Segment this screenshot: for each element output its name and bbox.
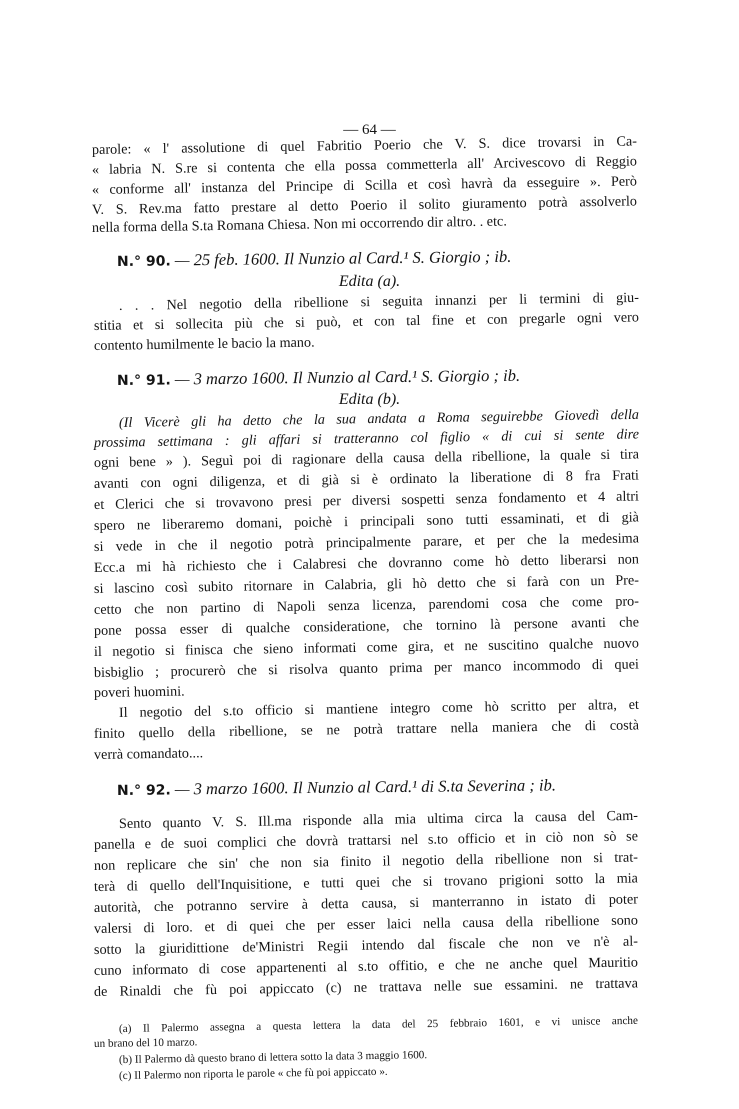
text-line: poveri huomini. — [93, 683, 185, 701]
footnote: un brano del 10 marzo. — [93, 1036, 198, 1050]
text-line: Ecc.a mi hà richiesto che i Calabresi che dovranno come hò detto liberarsi non — [93, 551, 640, 576]
text-line: si vede in che il negotio potrà principalmente parare, et per che la medesima — [93, 530, 640, 555]
text-line: de Rinaldi che fù poi appiccato (c) ne trattava nelle sue essamini. ne trattava — [93, 975, 639, 1000]
text-line: Il negotio del s.to officio si mantiene integro come hò scritto per altra, et — [118, 696, 640, 721]
text-line: nella forma della S.ta Romana Chiesa. Non mi occorrendo dir altro. . etc. — [91, 213, 507, 236]
text-line: finito quello della ribellione, se ne potrà trattare nella maniera che di costà — [93, 717, 640, 742]
entry-heading — [117, 366, 520, 390]
text-line: avanti con ogni diligenza, et di già si è ordinato la liberatione di 8 fra Frati — [93, 467, 640, 492]
text-line: . . . Nel negotio della ribellione si seguita innanzi per li termini di giu- — [118, 289, 640, 314]
entry-heading — [117, 247, 512, 271]
text-line: valersi di loro. et di quei che per esser laici nella causa della ribellione sono — [93, 912, 639, 937]
text-line: spero ne liberaremo domani, poichè i principali sono tutti essaminati, et di già — [93, 509, 640, 534]
entry-heading — [117, 775, 556, 800]
page-number: — 64 — — [343, 122, 396, 138]
text-line: panella e de suoi complici che dovrà trattarsi nel s.to officio et in ciò non sò se — [93, 828, 639, 853]
text-line: pone possa esser di qualche consideratione, che tornino là persone avanti che — [93, 614, 640, 639]
text-line: verrà comandato.... — [93, 745, 204, 763]
entry-title: — 3 marzo 1600. Il Nunzio al Card.¹ di S.ta Severina ; ib. — [170, 775, 557, 799]
text-line: et Clerici che si trovavono presi per diversi sospetti senza fondamento et 4 altri — [93, 488, 640, 513]
text-line: « conforme all' instanza del Principe di Scilla et così havrà da esseguire ». Però — [91, 173, 638, 198]
text-line: autorità, che potranno servire à detta causa, si manterranno in istato di poter — [93, 891, 639, 916]
text-line: bisbiglio ; procurerò che si risolva quanto prima per manco incommodo di quei — [93, 656, 640, 681]
entry-title: — 25 feb. 1600. Il Nunzio al Card.¹ S. Giorgio ; ib. — [170, 246, 512, 270]
text-line: Sento quanto V. S. Ill.ma risponde alla mia ultima circa la causa del Cam- — [118, 807, 639, 832]
footnote: (b) Il Palermo dà questo brano di lettera sotto la data 3 maggio 1600. — [118, 1049, 428, 1066]
text-line: stitia et si sollecita più che si può, et con tal fine et con pregarle ogni vero — [93, 309, 640, 334]
text-line: parole: « l' assolutione di quel Fabritio Poerio che V. S. dice trovarsi in Ca- — [91, 133, 638, 158]
text-line: cetto che non partino di Napoli senza licenza, parendomi cosa che come pro- — [93, 593, 640, 618]
text-line: sotto la giuridittione de'Ministri Regii intendo dal fiscale che non ve n'è al- — [93, 933, 639, 958]
text-line: V. S. Rev.ma fatto prestare al detto Poerio il solito giuramento potrà assolverlo — [91, 193, 638, 218]
entry-title: — 3 marzo 1600. Il Nunzio al Card.¹ S. Giorgio ; ib. — [170, 365, 521, 389]
text-line: ogni bene » ). Seguì poi di ragionare della causa della ribellione, la quale si tira — [93, 446, 640, 471]
entry-number: N.° 91. — [116, 372, 171, 389]
entry-edita: Edita (a). — [338, 273, 401, 290]
entry-edita: Edita (b). — [338, 391, 401, 408]
text-line: si lascino così subito ritornare in Calabria, gli hò detto che si farà con un Pre- — [93, 572, 640, 597]
text-line: terà di quello dell'Inquisitione, e tutti quei che si trovano prigioni sotto la mia — [93, 870, 639, 895]
text-line: « labria N. S.re si contenta che ella possa commetterla all' Arcivescovo di Reggio — [91, 153, 638, 178]
italic-summary-line: prossima settimana : gli affari si tratteranno col figlio « di cui si sente dire — [93, 426, 640, 451]
text-line: il negotio si finisca che sieno informati come gira, et ne suscitino qualche nuovo — [93, 635, 640, 660]
text-line: cuno informato di cose appartenenti al s.to offitio, e che ne anche quel Mauritio — [93, 954, 639, 979]
footnote: (a) Il Palermo assegna a questa lettera la data del 25 febbraio 1601, e vi unisce anche — [118, 1014, 639, 1035]
footnote: (c) Il Palermo non riporta le parole « che fù poi appiccato ». — [118, 1065, 388, 1082]
italic-summary-line: (Il Vicerè gli ha detto che la sua andata a Roma seguirebbe Giovedì della — [118, 406, 640, 431]
entry-number: N.° 92. — [116, 782, 171, 799]
entry-number: N.° 90. — [116, 253, 171, 270]
text-line: contento humilmente le bacio la mano. — [93, 334, 315, 354]
text-line: non replicare che sin' che non sia finito il negotio della ribellione non si trat- — [93, 849, 639, 874]
